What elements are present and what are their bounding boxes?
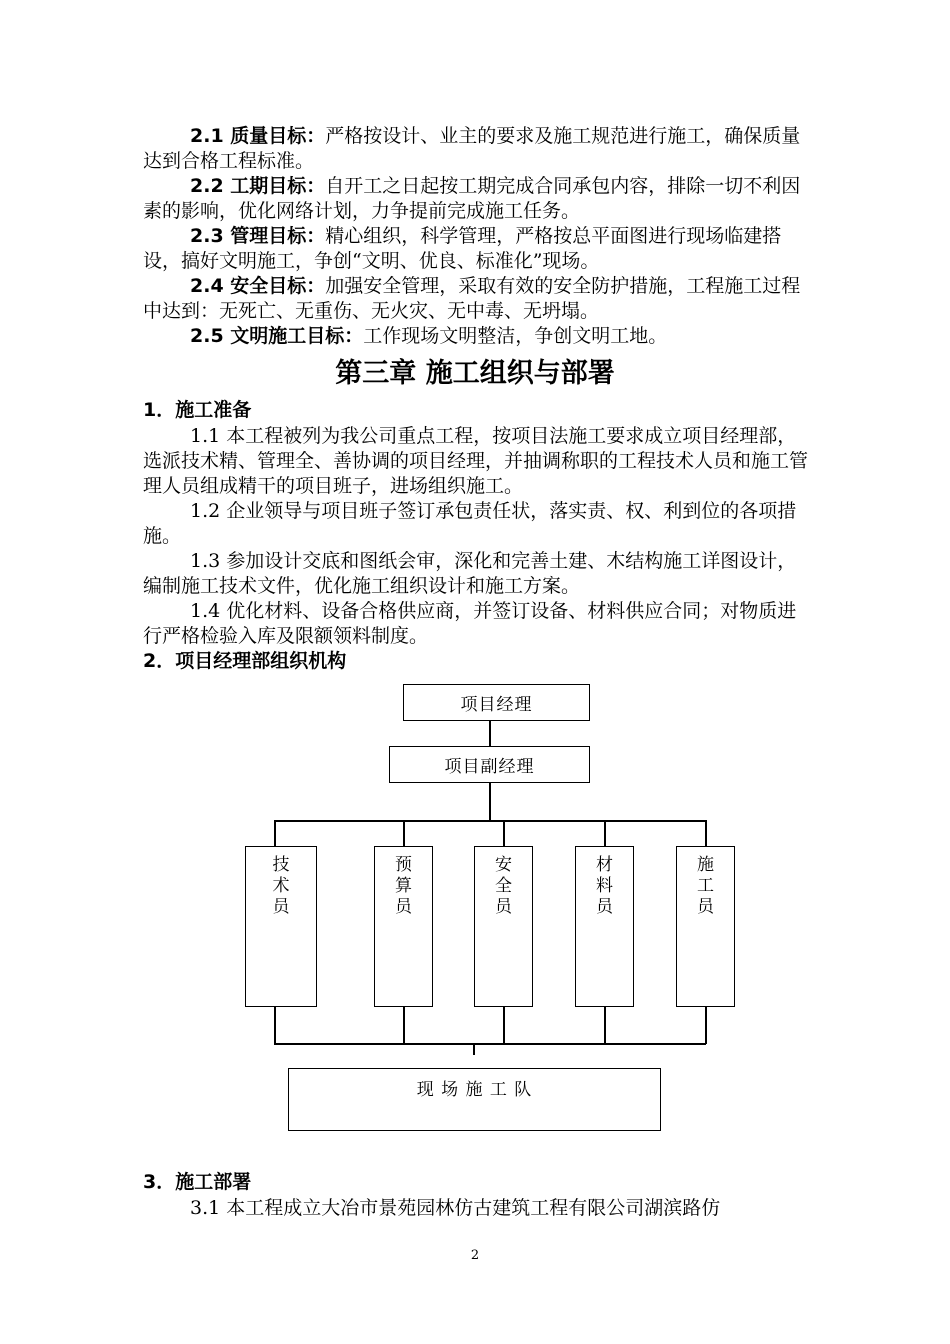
goal-quality: [143, 124, 808, 174]
connector-line: [403, 1007, 405, 1044]
goal-label: 2.3 管理目标：: [190, 225, 326, 247]
org-box-safety-officer: [474, 846, 533, 1007]
section-heading-preparation: 1．施工准备: [143, 399, 252, 421]
box-char: 预: [395, 855, 412, 875]
goal-management: [143, 224, 808, 274]
goal-label: 2.5 文明施工目标：: [190, 325, 364, 347]
connector-line: [274, 820, 706, 822]
chapter-title: 第三章 施工组织与部署: [335, 358, 615, 389]
goal-text: 严格按设计、业主的要求及施工规范进行施工，确保质量达到合格工程标准。: [143, 125, 801, 172]
connector-line: [274, 1007, 276, 1044]
connector-line: [403, 820, 405, 846]
box-char: 员: [697, 897, 714, 917]
box-char: 技: [272, 855, 290, 875]
box-char: 员: [395, 897, 412, 917]
box-char: 安: [495, 855, 512, 875]
box-char: 术: [272, 876, 290, 896]
connector-line: [705, 1007, 707, 1044]
connector-line: [604, 820, 606, 846]
org-box-materials-officer: [575, 846, 634, 1007]
goal-text: 加强安全管理，采取有效的安全防护措施，工程施工过程中达到：无死亡、无重伤、无火灾、无中毒、无坍塌。: [143, 275, 801, 322]
paragraph-3-1: 3.1 本工程成立大冶市景苑园林仿古建筑工程有限公司湖滨路仿: [190, 1197, 721, 1219]
box-char: 工: [697, 876, 714, 896]
goal-text: 精心组织，科学管理，严格按总平面图进行现场临建搭设，搞好文明施工，争创“文明、优良、标准化”现场。: [143, 225, 782, 272]
section-heading-deployment: 3．施工部署: [143, 1171, 252, 1193]
box-char: 算: [395, 876, 412, 896]
connector-line: [489, 721, 491, 746]
goal-text: 工作现场文明整洁，争创文明工地。: [363, 325, 668, 347]
connector-line: [489, 783, 491, 821]
goal-label: 2.4 安全目标：: [190, 275, 326, 297]
box-char: 料: [596, 876, 613, 896]
paragraph-1-3: 1.3 参加设计交底和图纸会审，深化和完善土建、木结构施工详图设计，编制施工技术文件，优化施工组织设计和施工方案。: [143, 550, 797, 597]
connector-line: [604, 1007, 606, 1044]
paragraph-1-2: 1.2 企业领导与项目班子签订承包责任状，落实责、权、利到位的各项措施。: [143, 500, 797, 547]
paragraph-1-4: 1.4 优化材料、设备合格供应商，并签订设备、材料供应合同；对物质进行严格检验入库及限额领料制度。: [143, 600, 797, 647]
box-char: 材: [596, 855, 613, 875]
org-box-deputy: 项目副经理: [389, 746, 590, 783]
goal-label: 2.2 工期目标：: [190, 175, 326, 197]
goal-label: 2.1 质量目标：: [190, 125, 326, 147]
box-char: 员: [272, 897, 290, 917]
goal-safety: [143, 274, 808, 324]
org-box-manager: 项目经理: [403, 684, 590, 721]
org-box-technician: [245, 846, 317, 1007]
paragraph-1-1: 1.1 本工程被列为我公司重点工程，按项目法施工要求成立项目经理部，选派技术精、管理全、善协调的项目经理，并抽调称职的工程技术人员和施工管理人员组成精干的项目班子，进场组织施工。: [143, 425, 809, 497]
page-number: 2: [470, 1248, 480, 1263]
org-box-construction-officer: [676, 846, 735, 1007]
connector-line: [274, 820, 276, 846]
box-char: 施: [697, 855, 714, 875]
box-char: 员: [495, 897, 512, 917]
connector-line: [705, 820, 707, 846]
goal-schedule: [143, 174, 808, 224]
connector-line: [473, 1043, 475, 1055]
box-char: 全: [495, 876, 512, 896]
connector-line: [274, 1043, 706, 1045]
box-char: 员: [596, 897, 613, 917]
connector-line: [503, 1007, 505, 1044]
connector-line: [503, 820, 505, 846]
org-box-estimator: [374, 846, 433, 1007]
section-heading-org-structure: 2．项目经理部组织机构: [143, 650, 347, 672]
goal-civilized: [143, 324, 808, 349]
goal-text: 自开工之日起按工期完成合同承包内容，排除一切不利因素的影响，优化网络计划，力争提前完成施工任务。: [143, 175, 801, 222]
org-box-site-team: 现 场 施 工 队: [288, 1068, 661, 1131]
